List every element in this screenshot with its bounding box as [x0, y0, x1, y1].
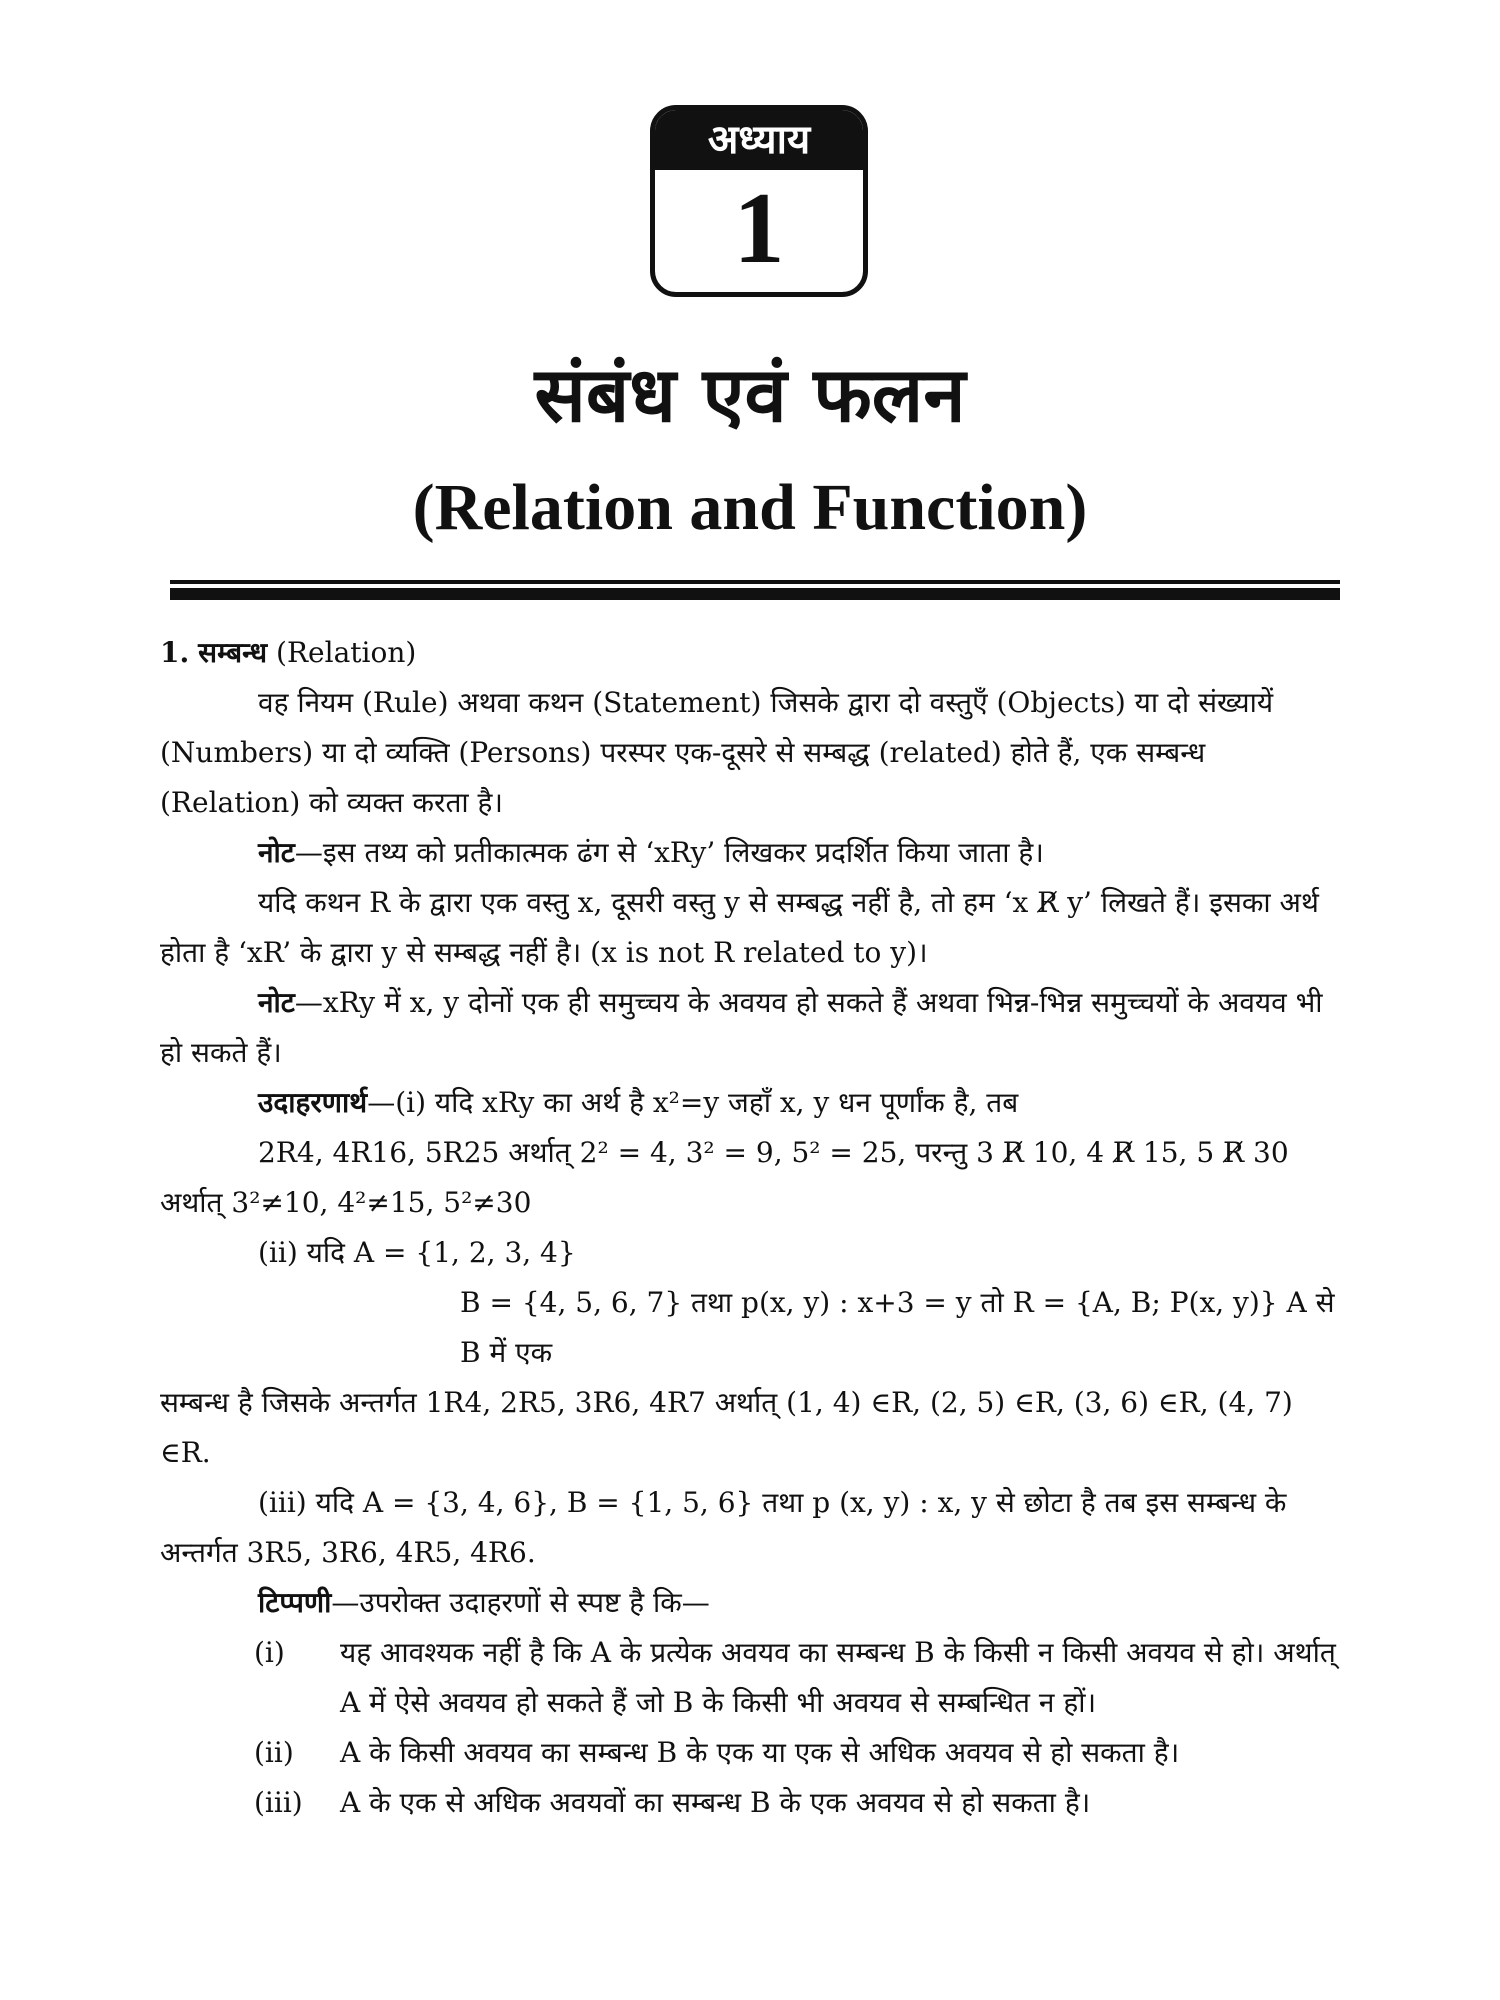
remark-list	[160, 1628, 1350, 1828]
list-item	[160, 1778, 1350, 1828]
example-2-line-2: B = {4, 5, 6, 7} तथा p(x, y) : x+3 = y तो R = {A, B; P(x, y)} A से B में एक	[460, 1286, 1335, 1369]
definition-paragraph: वह नियम (Rule) अथवा कथन (Statement) जिसके द्वारा दो वस्तुएँ (Objects) या दो संख्यायें (Numbers) या दो व्यक्ति (Persons) परस्पर एक-दूसरे से सम्बद्ध (related) होते हैं, एक सम्बन्ध (Relation) को व्यक्त करता है।	[160, 686, 1274, 819]
section-title-english: (Relation)	[276, 636, 417, 669]
note-1-label: नोट	[258, 836, 295, 869]
note-2-text: —xRy में x, y दोनों एक ही समुच्चय के अवयव हो सकते हैं अथवा भिन्न-भिन्न समुच्चयों के अवयव भी हो सकते हैं।	[160, 986, 1323, 1069]
example-2-line-1: (ii) यदि A = {1, 2, 3, 4}	[258, 1236, 576, 1269]
list-text: यह आवश्यक नहीं है कि A के प्रत्येक अवयव का सम्बन्ध B के किसी न किसी अवयव से हो। अर्थात् A में ऐसे अवयव हो सकते हैं जो B के किसी भी अवयव से सम्बन्धित न हों।	[340, 1636, 1336, 1719]
remark-text: —उपरोक्त उदाहरणों से स्पष्ट है कि—	[331, 1586, 710, 1619]
section-heading	[160, 628, 1350, 678]
title-divider	[170, 580, 1340, 600]
not-related-paragraph: यदि कथन R के द्वारा एक वस्तु x, दूसरी वस्तु y से सम्बद्ध नहीं है, तो हम ‘x R̸ y’ लिखते हैं। इसका अर्थ होता है ‘xR’ के द्वारा y से सम्बद्ध नहीं है। (x is not R related to y)।	[160, 886, 1319, 969]
example-1	[160, 1078, 1350, 1128]
chapter-label: अध्याय	[655, 110, 863, 170]
note-2-label: नोट	[258, 986, 295, 1019]
list-marker: (ii)	[254, 1736, 294, 1769]
chapter-number: 1	[733, 172, 785, 285]
note-2	[160, 978, 1350, 1078]
chapter-title-hindi: संबंध एवं फलन	[534, 350, 966, 439]
note-1	[160, 828, 1350, 878]
example-1-line-3: अर्थात् 3²≠10, 4²≠15, 5²≠30	[160, 1186, 532, 1219]
list-item	[160, 1628, 1350, 1728]
example-2-line-3: सम्बन्ध है जिसके अन्तर्गत 1R4, 2R5, 3R6, 4R7 अर्थात् (1, 4) ∈R, (2, 5) ∈R, (3, 6) ∈R, (4, 7) ∈R.	[160, 1386, 1293, 1469]
example-label: उदाहरणार्थ	[258, 1086, 368, 1119]
example-1-line-2: 2R4, 4R16, 5R25 अर्थात् 2² = 4, 3² = 9, 5² = 25, परन्तु 3 R̸ 10, 4 R̸ 15, 5 R̸ 30	[258, 1136, 1289, 1169]
chapter-badge	[650, 105, 868, 297]
example-1-text: —(i) यदि xRy का अर्थ है x²=y जहाँ x, y धन पूर्णांक है, तब	[367, 1086, 1019, 1119]
page-body	[160, 628, 1350, 1828]
section-number: 1.	[160, 636, 190, 669]
remark	[160, 1578, 1350, 1628]
example-3: (iii) यदि A = {3, 4, 6}, B = {1, 5, 6} तथा p (x, y) : x, y से छोटा है तब इस सम्बन्ध के अन्तर्गत 3R5, 3R6, 4R5, 4R6.	[160, 1486, 1287, 1569]
section-title-hindi: सम्बन्ध	[198, 636, 268, 669]
remark-label: टिप्पणी	[258, 1586, 332, 1619]
list-item	[160, 1728, 1350, 1778]
list-text: A के एक से अधिक अवयवों का सम्बन्ध B के एक अवयव से हो सकता है।	[340, 1786, 1091, 1819]
note-1-text: —इस तथ्य को प्रतीकात्मक ढंग से ‘xRy’ लिखकर प्रदर्शित किया जाता है।	[294, 836, 1044, 869]
list-text: A के किसी अवयव का सम्बन्ध B के एक या एक से अधिक अवयव से हो सकता है।	[340, 1736, 1180, 1769]
list-marker: (i)	[254, 1636, 285, 1669]
list-marker: (iii)	[254, 1786, 303, 1819]
chapter-title-english: (Relation and Function)	[412, 471, 1088, 544]
